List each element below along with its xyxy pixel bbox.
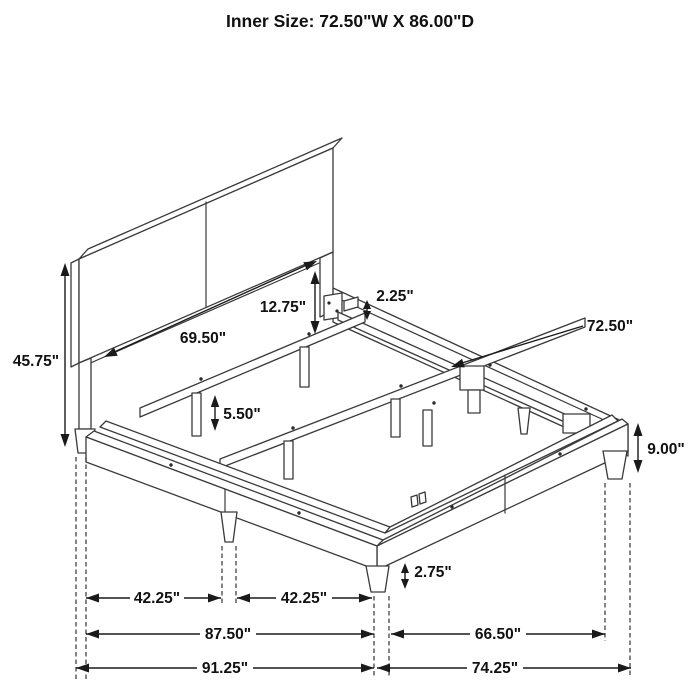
ledge-slot [419, 492, 426, 504]
foot-rail-top-strip [377, 419, 628, 546]
center-junction-bracket [460, 366, 484, 390]
dim-rail-height [634, 423, 685, 473]
dim-slat-leg [211, 395, 261, 431]
dim-label-rail-height: 9.00" [647, 441, 685, 458]
slat-leg [300, 347, 309, 387]
dim-label-foot-leg: 2.75" [414, 564, 452, 581]
dim-label-leg-span-left: 42.25" [133, 590, 181, 607]
dim-label-leg-span-right: 42.25" [280, 590, 328, 607]
dim-headboard-height [13, 263, 70, 447]
dim-label-overall-width: 74.25" [471, 660, 519, 677]
dim-side-rail-length [86, 626, 374, 643]
center-bracket-leg [468, 390, 480, 413]
dim-label-foot-inner-span: 66.50" [474, 626, 522, 643]
far-corner-foot [603, 451, 627, 479]
headboard-left-strip [71, 259, 79, 367]
near-side-rail [86, 431, 383, 570]
dim-overall-width [377, 660, 631, 677]
dim-label-headboard-clearance: 12.75" [259, 299, 307, 316]
foot-ledge [385, 415, 618, 533]
dim-label-side-rail-length: 87.50" [204, 626, 252, 643]
slat-leg [192, 393, 201, 436]
dim-label-overall-length: 91.25" [201, 660, 249, 677]
foot-rail [377, 419, 628, 570]
slat-leg [391, 399, 400, 437]
dim-foot-leg [401, 563, 452, 589]
dim-label-inner-width: 72.50" [586, 318, 634, 335]
headboard [71, 138, 342, 453]
headboard-left-post [79, 358, 91, 429]
dim-label-slat-thickness: 2.25" [376, 288, 414, 305]
far-mid-leg [518, 408, 530, 434]
near-corner-foot [366, 566, 389, 592]
slat-leg [423, 410, 432, 446]
dim-label-headboard-width: 69.50" [179, 330, 227, 347]
dim-leg-span-left [86, 590, 221, 607]
dim-label-slat-leg: 5.50" [223, 406, 261, 423]
bracket-screw [327, 301, 330, 304]
dim-label-headboard-height: 45.75" [12, 353, 60, 370]
diagram-title: Inner Size: 72.50"W X 86.00"D [225, 11, 475, 31]
dim-overall-length [76, 660, 374, 677]
dim-foot-inner-span [391, 626, 605, 643]
dim-leg-span-right [237, 590, 372, 607]
slat-leg [284, 441, 293, 479]
near-mid-foot [221, 512, 237, 542]
cross-slat-head [140, 313, 365, 417]
ledge-slot [411, 495, 418, 507]
